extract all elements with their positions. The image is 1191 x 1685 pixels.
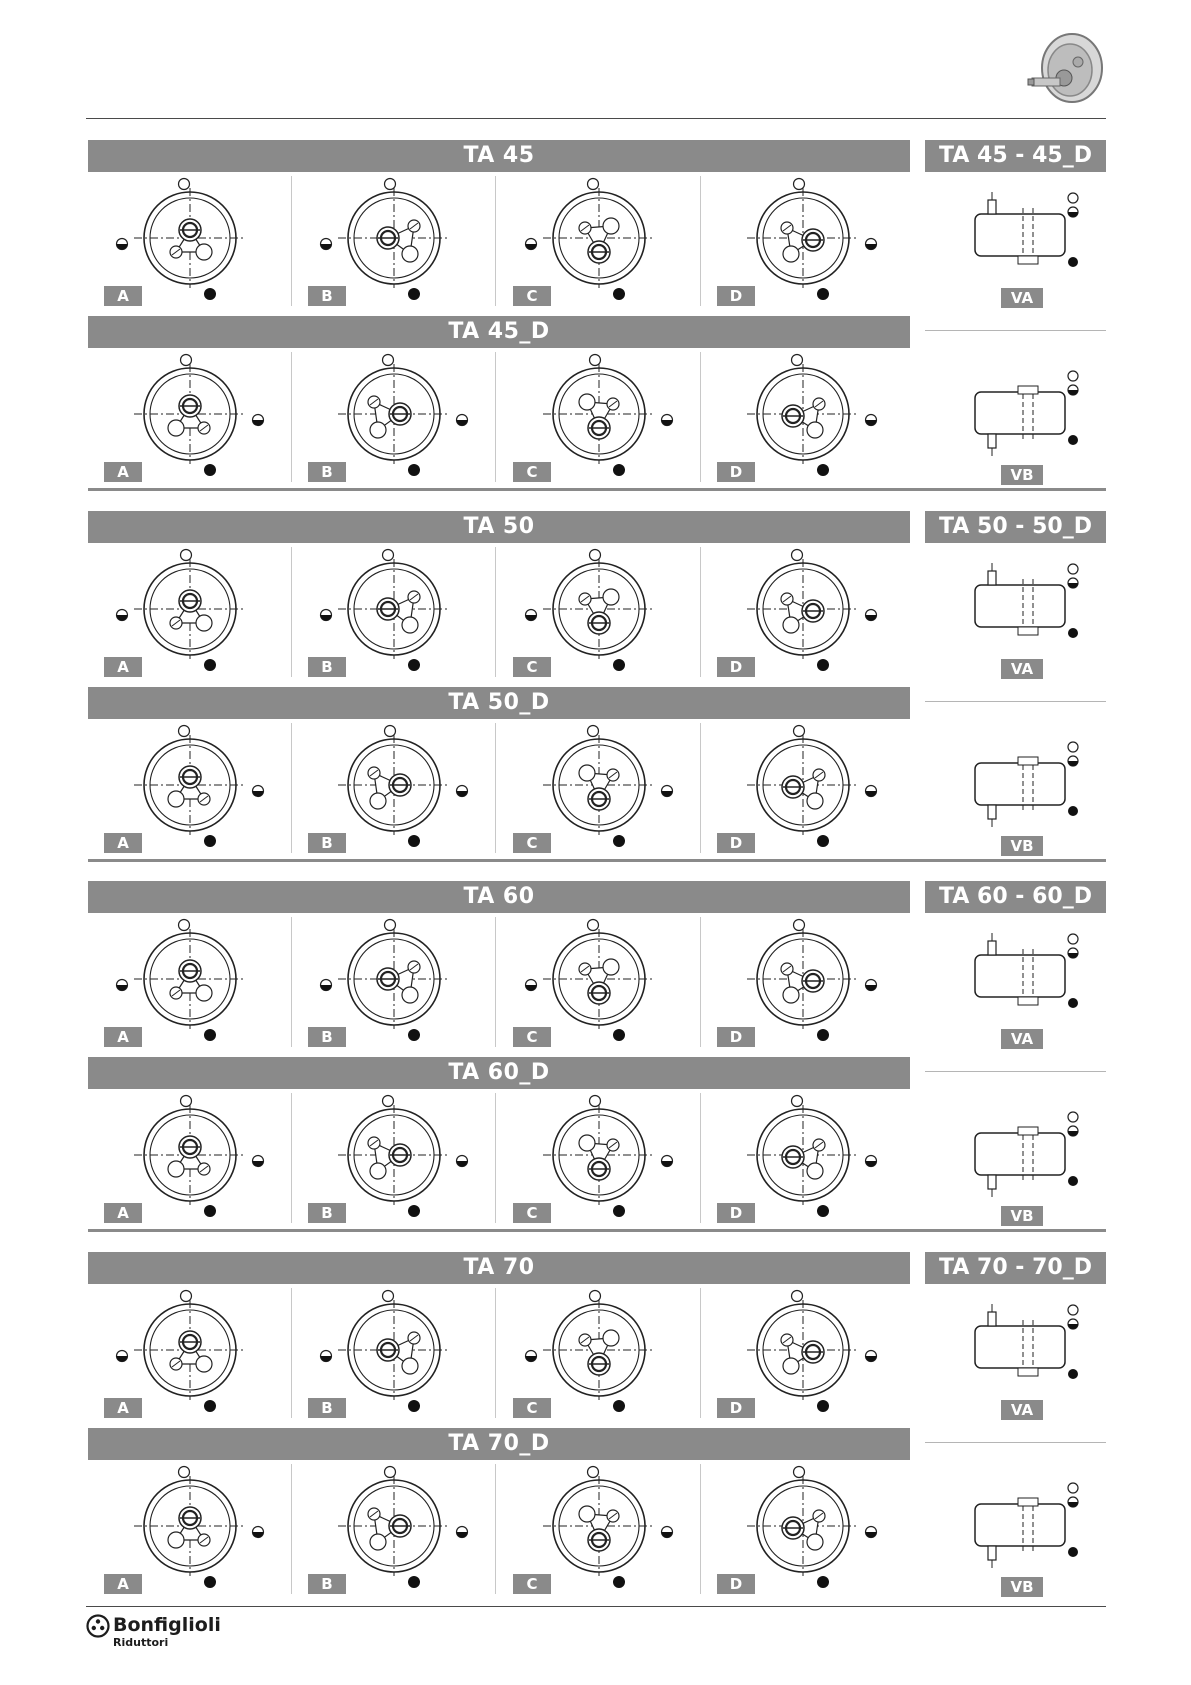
position-letter-badge: C: [513, 1398, 551, 1418]
mounting-cell: [292, 723, 496, 859]
column-divider: [495, 723, 496, 853]
mounting-cell: [88, 1288, 292, 1424]
side-separator: [925, 330, 1106, 331]
position-letter-badge: B: [308, 657, 346, 677]
group-title-d-bar: TA 70_D: [88, 1428, 910, 1460]
bonfiglioli-logo-icon: [86, 1614, 110, 1638]
side-view-va-diagram: [955, 925, 1085, 1025]
mounting-cell: [292, 1464, 496, 1600]
column-divider: [495, 917, 496, 1047]
column-divider: [495, 1464, 496, 1594]
side-view-vb-diagram: [955, 362, 1085, 462]
mounting-cell: [701, 1093, 905, 1229]
group-title-bar: TA 45: [88, 140, 910, 172]
mounting-cell: [701, 1464, 905, 1600]
brand-sub: Riduttori: [113, 1636, 169, 1649]
mounting-cell: [88, 1093, 292, 1229]
side-separator: [925, 1442, 1106, 1443]
side-view-title: TA 45 - 45_D: [925, 140, 1106, 172]
group-title-bar: TA 50: [88, 511, 910, 543]
group-separator: [88, 859, 1106, 862]
position-letter-badge: D: [717, 1574, 755, 1594]
group-separator: [88, 488, 1106, 491]
mounting-cell: [701, 176, 905, 312]
position-letter-badge: D: [717, 1203, 755, 1223]
position-letter-badge: C: [513, 657, 551, 677]
side-view-va-diagram: [955, 1296, 1085, 1396]
group-title-bar: TA 70: [88, 1252, 910, 1284]
position-letter-badge: A: [104, 833, 142, 853]
mounting-cell: [701, 723, 905, 859]
position-letter-badge: B: [308, 1574, 346, 1594]
side-view-va-diagram: [955, 555, 1085, 655]
mounting-cell: [292, 547, 496, 683]
mounting-cell: [497, 917, 701, 1053]
position-letter-badge: A: [104, 1398, 142, 1418]
position-letter-badge: A: [104, 1203, 142, 1223]
vb-badge: VB: [1001, 1577, 1043, 1597]
va-badge: VA: [1001, 288, 1043, 308]
side-view-title: TA 50 - 50_D: [925, 511, 1106, 543]
mounting-cell: [497, 1288, 701, 1424]
position-letter-badge: A: [104, 1574, 142, 1594]
side-view-title: TA 70 - 70_D: [925, 1252, 1106, 1284]
position-letter-badge: C: [513, 1574, 551, 1594]
side-separator: [925, 701, 1106, 702]
mounting-cell: [497, 547, 701, 683]
mounting-cell: [88, 547, 292, 683]
brand-name: Bonfiglioli: [113, 1614, 221, 1636]
side-view-vb-diagram: [955, 733, 1085, 833]
position-letter-badge: A: [104, 286, 142, 306]
position-letter-badge: C: [513, 286, 551, 306]
mounting-cell: [497, 1464, 701, 1600]
position-letter-badge: D: [717, 1398, 755, 1418]
vb-badge: VB: [1001, 465, 1043, 485]
side-view-va-diagram: [955, 184, 1085, 284]
mounting-cell: [701, 547, 905, 683]
footer-rule: [86, 1606, 1106, 1607]
position-letter-badge: B: [308, 286, 346, 306]
gear-unit-photo-icon: [1020, 28, 1108, 108]
mounting-cell: [701, 917, 905, 1053]
group-title-d-bar: TA 45_D: [88, 316, 910, 348]
position-letter-badge: B: [308, 1398, 346, 1418]
vb-badge: VB: [1001, 1206, 1043, 1226]
header-rule: [86, 118, 1106, 119]
mounting-cell: [497, 1093, 701, 1229]
position-letter-badge: B: [308, 1027, 346, 1047]
side-view-title: TA 60 - 60_D: [925, 881, 1106, 913]
mounting-cell: [292, 1288, 496, 1424]
position-letter-badge: B: [308, 1203, 346, 1223]
column-divider: [495, 547, 496, 677]
group-title-d-bar: TA 60_D: [88, 1057, 910, 1089]
mounting-cell: [701, 352, 905, 488]
column-divider: [495, 1093, 496, 1223]
side-view-vb-diagram: [955, 1103, 1085, 1203]
mounting-cell: [88, 1464, 292, 1600]
mounting-cell: [497, 176, 701, 312]
mounting-cell: [88, 917, 292, 1053]
side-view-vb-diagram: [955, 1474, 1085, 1574]
column-divider: [495, 176, 496, 306]
group-title-d-bar: TA 50_D: [88, 687, 910, 719]
va-badge: VA: [1001, 1400, 1043, 1420]
position-letter-badge: C: [513, 1203, 551, 1223]
mounting-cell: [497, 723, 701, 859]
mounting-cell: [292, 917, 496, 1053]
position-letter-badge: A: [104, 462, 142, 482]
mounting-cell: [701, 1288, 905, 1424]
column-divider: [495, 1288, 496, 1418]
position-letter-badge: A: [104, 657, 142, 677]
mounting-cell: [88, 352, 292, 488]
mounting-cell: [497, 352, 701, 488]
vb-badge: VB: [1001, 836, 1043, 856]
position-letter-badge: B: [308, 462, 346, 482]
position-letter-badge: C: [513, 1027, 551, 1047]
side-separator: [925, 1071, 1106, 1072]
position-letter-badge: D: [717, 657, 755, 677]
mounting-cell: [292, 352, 496, 488]
mounting-cell: [88, 176, 292, 312]
position-letter-badge: D: [717, 833, 755, 853]
position-letter-badge: C: [513, 833, 551, 853]
position-letter-badge: A: [104, 1027, 142, 1047]
group-separator: [88, 1229, 1106, 1232]
va-badge: VA: [1001, 1029, 1043, 1049]
position-letter-badge: B: [308, 833, 346, 853]
group-title-bar: TA 60: [88, 881, 910, 913]
mounting-cell: [292, 176, 496, 312]
position-letter-badge: D: [717, 1027, 755, 1047]
position-letter-badge: C: [513, 462, 551, 482]
va-badge: VA: [1001, 659, 1043, 679]
position-letter-badge: D: [717, 462, 755, 482]
mounting-cell: [292, 1093, 496, 1229]
mounting-cell: [88, 723, 292, 859]
position-letter-badge: D: [717, 286, 755, 306]
column-divider: [495, 352, 496, 482]
